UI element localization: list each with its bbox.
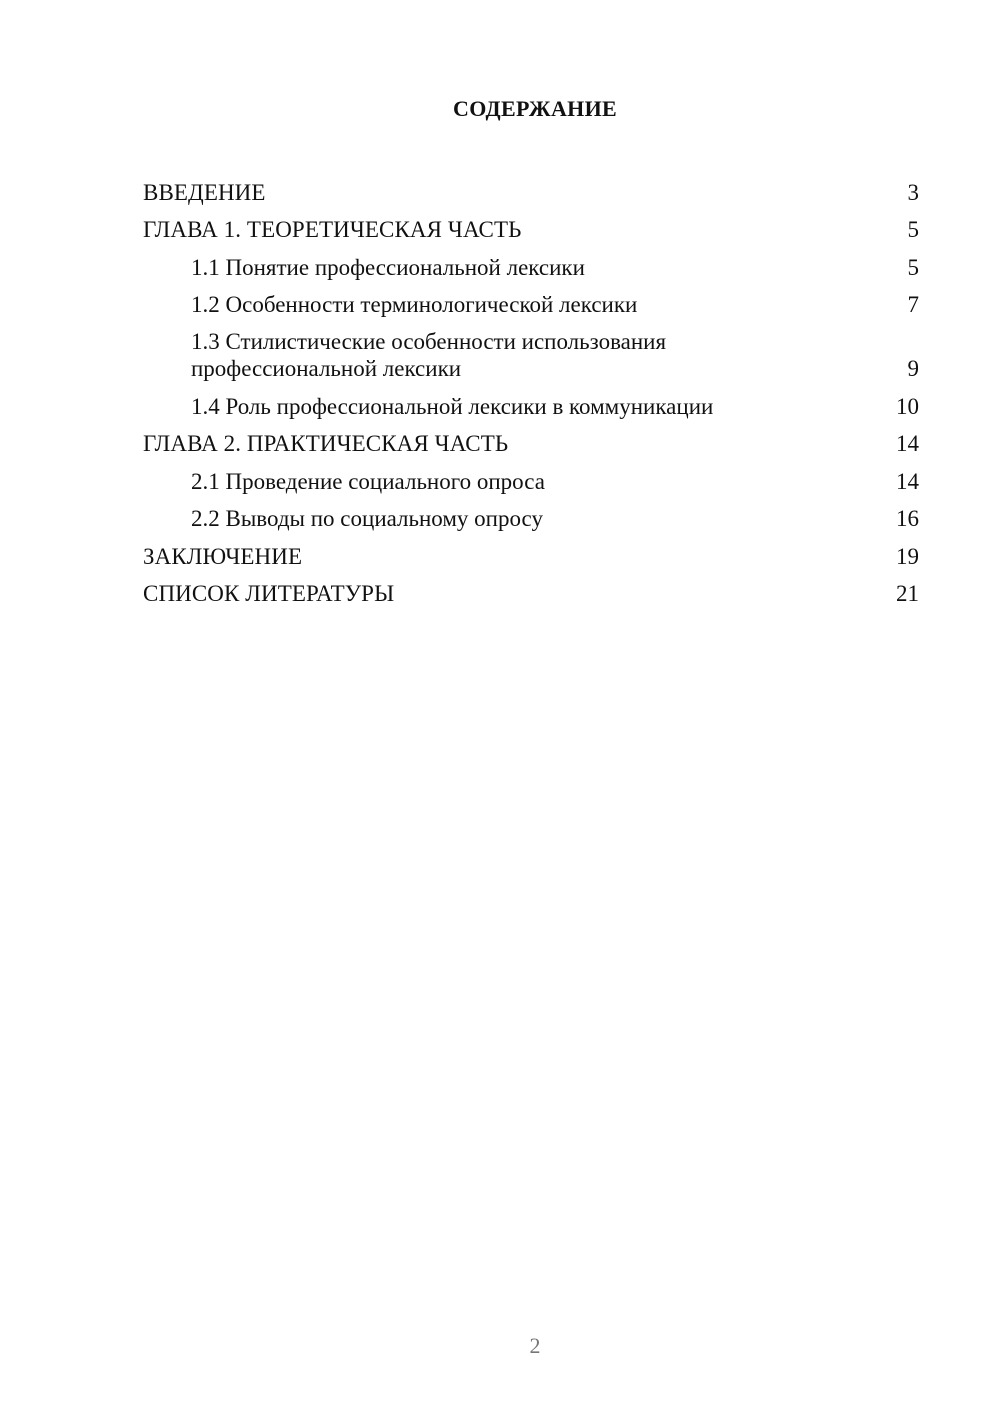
toc-entry-label: СПИСОК ЛИТЕРАТУРЫ bbox=[143, 581, 395, 606]
toc-entry-section-2-2[interactable] bbox=[143, 495, 919, 533]
toc-entry-conclusion[interactable] bbox=[143, 532, 919, 570]
toc-title: СОДЕРЖАНИЕ bbox=[453, 96, 617, 121]
toc-entry-references[interactable] bbox=[143, 570, 919, 608]
toc-entry-introduction[interactable] bbox=[143, 168, 919, 206]
toc-entry-label: ГЛАВА 1. ТЕОРЕТИЧЕСКАЯ ЧАСТЬ bbox=[143, 217, 522, 242]
toc-entry-label: 1.2 Особенности терминологической лексики bbox=[191, 292, 638, 317]
toc-entry-page: 21 bbox=[896, 581, 919, 606]
toc-entry-label: ВВЕДЕНИЕ bbox=[143, 179, 266, 205]
toc-entry-page: 5 bbox=[907, 254, 919, 280]
toc-entry-label: 2.1 Проведение социального опроса bbox=[191, 468, 545, 494]
toc-entry-label: ЗАКЛЮЧЕНИЕ bbox=[143, 543, 303, 569]
toc-entry-label: 1.3 Стилистические особенности использования профессиональной лексики bbox=[191, 329, 667, 381]
toc-entry-section-2-1[interactable] bbox=[143, 457, 919, 495]
toc-entry-page: 10 bbox=[896, 393, 919, 419]
toc-entry-page: 9 bbox=[907, 356, 919, 381]
toc-entry-page: 14 bbox=[896, 431, 919, 456]
toc-entry-label: 2.2 Выводы по социальному опросу bbox=[191, 506, 543, 531]
toc-entry-section-1-3[interactable] bbox=[143, 318, 919, 382]
toc-entry-section-1-1[interactable] bbox=[143, 243, 919, 281]
toc-entry-label: 1.4 Роль профессиональной лексики в коммуникации bbox=[191, 393, 714, 419]
toc-entry-section-1-4[interactable] bbox=[143, 382, 919, 420]
toc-entry-page: 7 bbox=[907, 292, 919, 317]
toc-entry-page: 3 bbox=[907, 179, 919, 205]
table-of-contents bbox=[143, 168, 919, 607]
toc-entry-page: 16 bbox=[896, 506, 919, 531]
toc-entry-chapter-2[interactable] bbox=[143, 420, 919, 458]
toc-entry-page: 19 bbox=[896, 543, 919, 569]
toc-entry-chapter-1[interactable] bbox=[143, 206, 919, 244]
toc-entry-page: 14 bbox=[896, 468, 919, 494]
page-number: 2 bbox=[529, 1333, 541, 1358]
toc-entry-label: 1.1 Понятие профессиональной лексики bbox=[191, 254, 585, 280]
toc-entry-section-1-2[interactable] bbox=[143, 281, 919, 319]
toc-entry-label: ГЛАВА 2. ПРАКТИЧЕСКАЯ ЧАСТЬ bbox=[143, 431, 509, 456]
toc-entry-page: 5 bbox=[907, 217, 919, 242]
